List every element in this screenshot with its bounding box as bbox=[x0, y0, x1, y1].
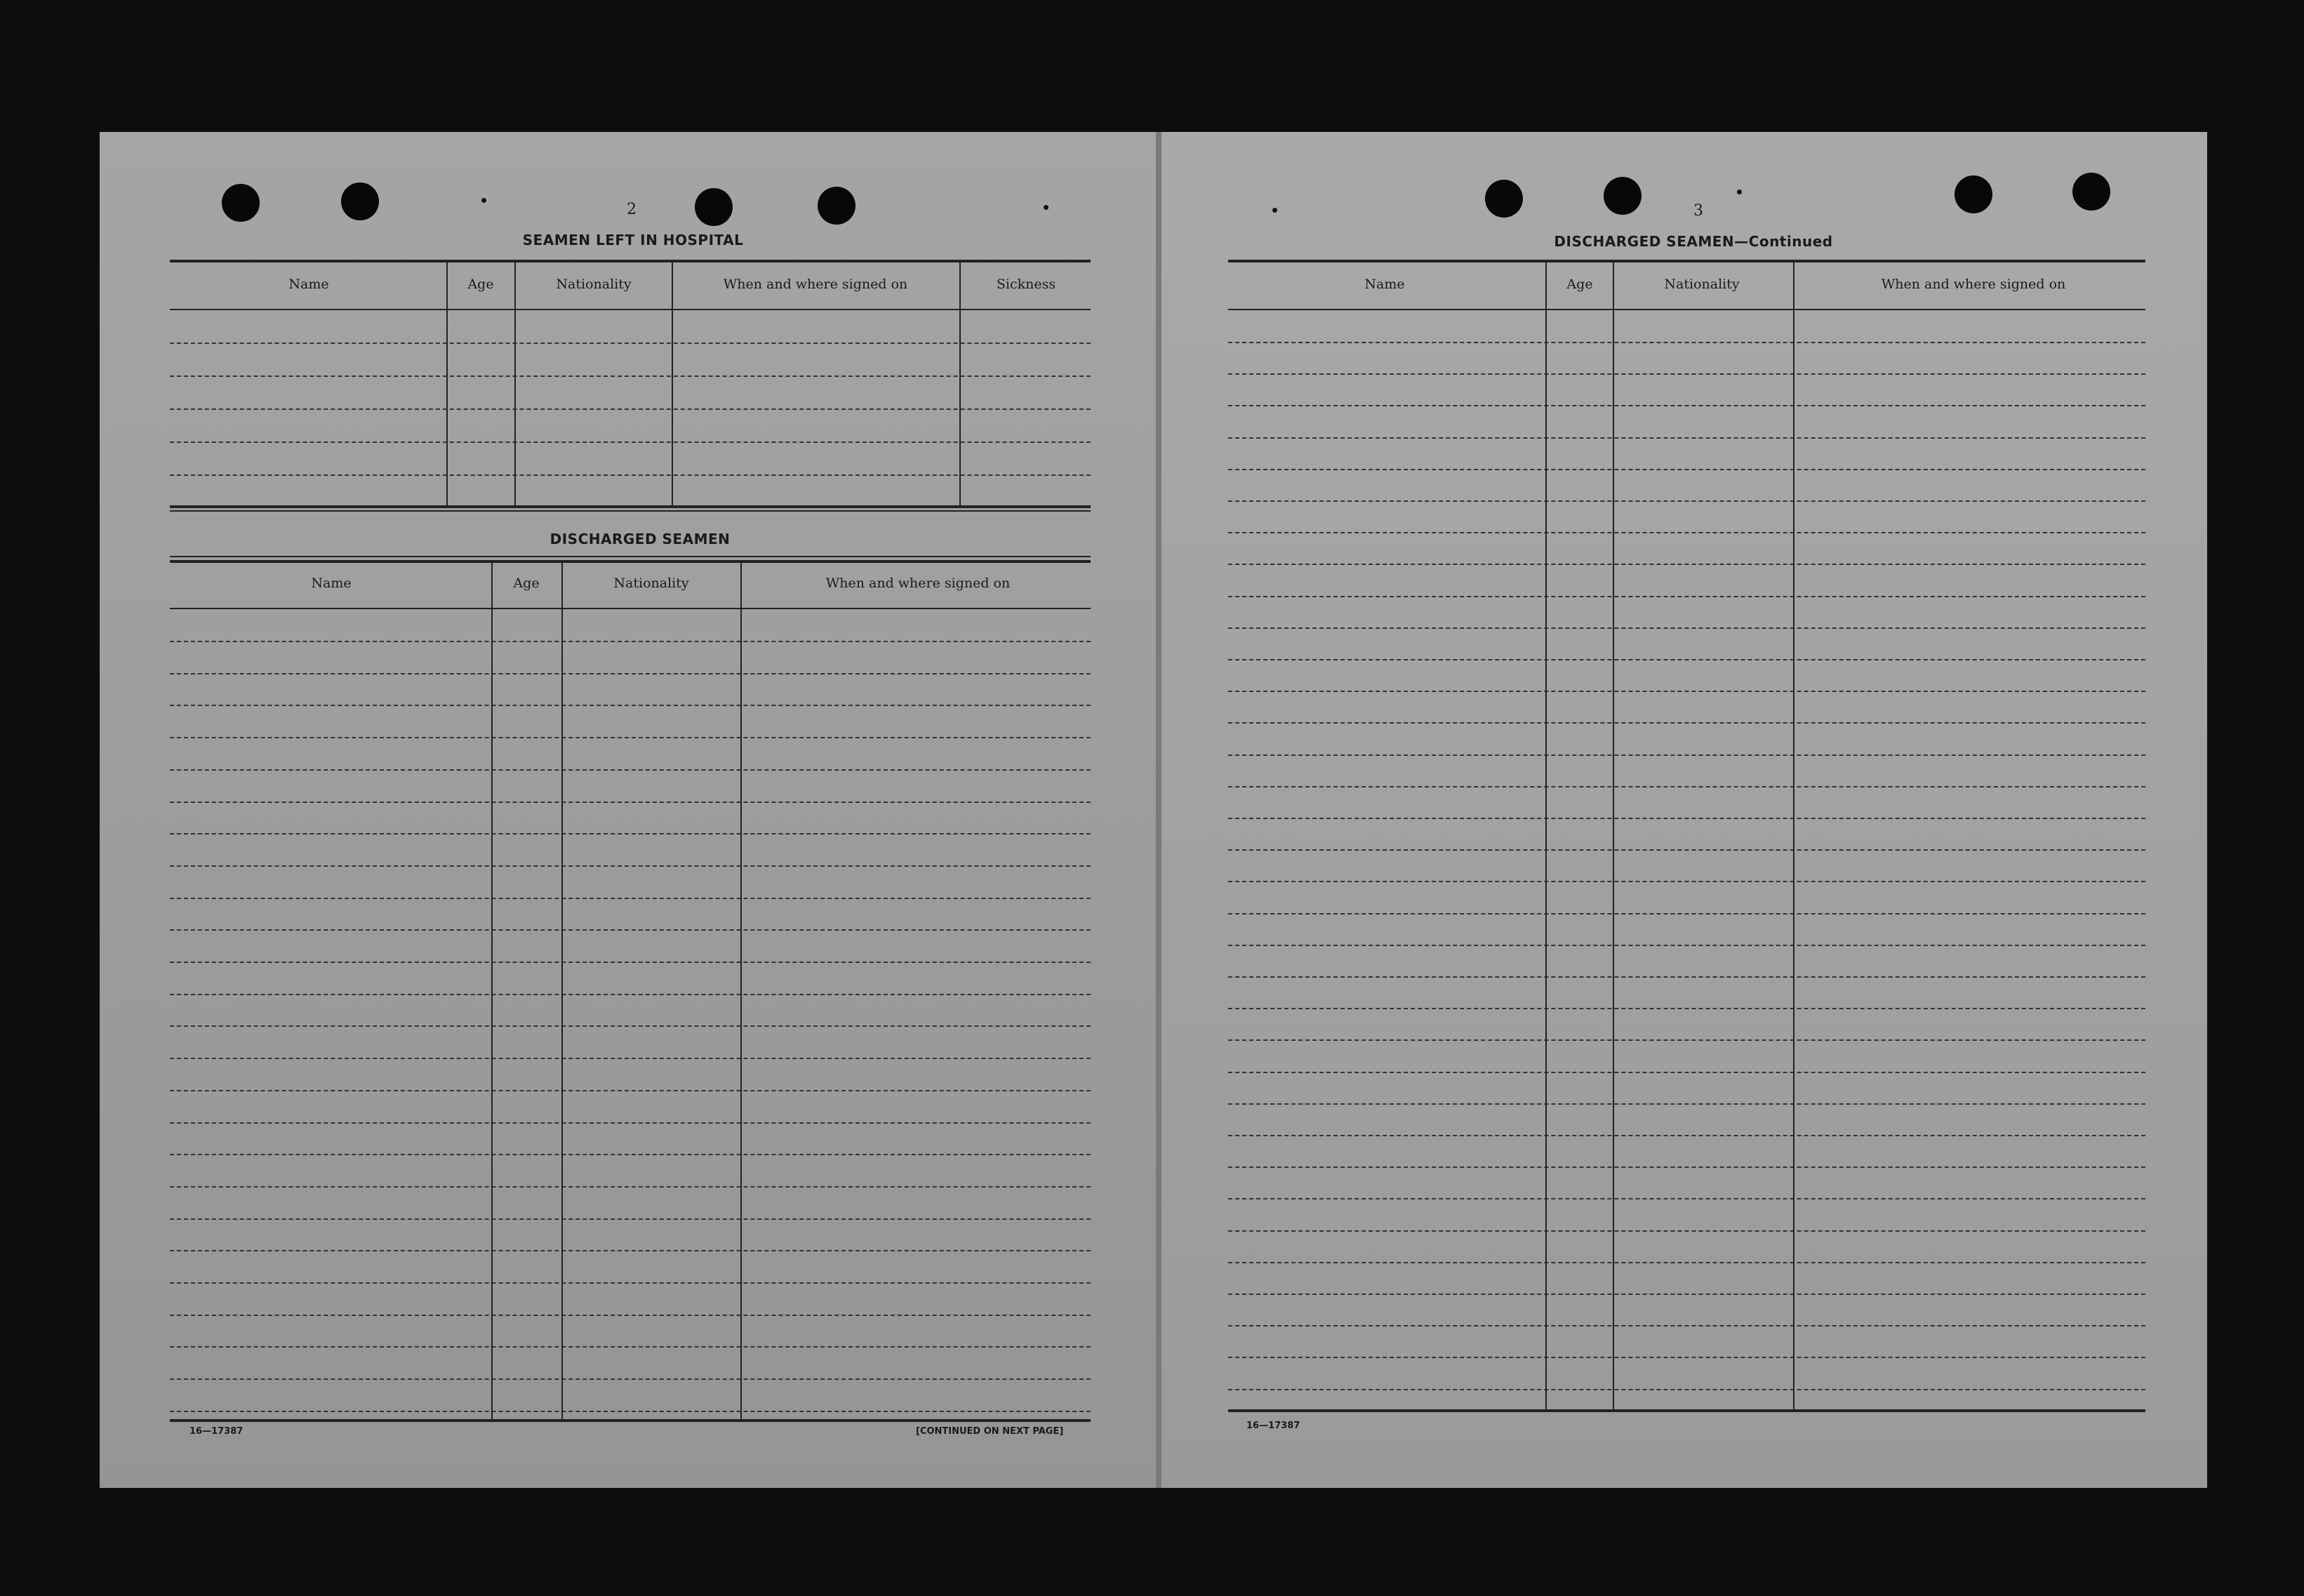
entry-line bbox=[1228, 437, 2145, 439]
entry-line bbox=[170, 441, 1091, 443]
entry-line bbox=[170, 769, 1091, 771]
entry-line bbox=[170, 343, 1091, 344]
entry-line bbox=[170, 865, 1091, 867]
entry-line bbox=[1228, 342, 2145, 343]
entry-line bbox=[1228, 1230, 2145, 1232]
page-gutter bbox=[1156, 132, 1161, 1488]
column-divider bbox=[446, 261, 448, 507]
punch-hole bbox=[818, 187, 855, 225]
punch-hole bbox=[341, 182, 379, 220]
entry-line bbox=[1228, 881, 2145, 882]
entry-line bbox=[170, 962, 1091, 963]
entry-line bbox=[1228, 722, 2145, 724]
form-number: 16—17387 bbox=[1246, 1421, 1300, 1431]
punch-hole bbox=[1955, 175, 1992, 213]
header-rule bbox=[1228, 309, 2145, 310]
right-form-page bbox=[1161, 132, 2207, 1488]
entry-line bbox=[1228, 373, 2145, 375]
col-header-name: Name bbox=[288, 277, 329, 292]
punch-hole bbox=[2072, 173, 2110, 211]
col-header-name: Name bbox=[311, 576, 352, 591]
entry-line bbox=[1228, 1357, 2145, 1358]
col-header-signed-on: When and where signed on bbox=[723, 277, 908, 292]
entry-line bbox=[1228, 1135, 2145, 1136]
section-title-discharged-continued: DISCHARGED SEAMEN—Continued bbox=[1554, 233, 1833, 250]
entry-line bbox=[170, 1154, 1091, 1155]
column-divider bbox=[1793, 261, 1794, 1409]
entry-line bbox=[1228, 691, 2145, 692]
section-title-discharged: DISCHARGED SEAMEN bbox=[550, 531, 731, 547]
punch-hole bbox=[1485, 180, 1523, 218]
entry-line bbox=[170, 1282, 1091, 1284]
col-header-age: Age bbox=[513, 576, 540, 591]
entry-line bbox=[1228, 1294, 2145, 1295]
entry-line bbox=[1228, 945, 2145, 946]
entry-line bbox=[170, 802, 1091, 803]
entry-line bbox=[1228, 627, 2145, 629]
col-header-signed-on: When and where signed on bbox=[825, 576, 1011, 591]
entry-line bbox=[170, 1250, 1091, 1251]
entry-line bbox=[170, 1411, 1091, 1412]
page-number: 2 bbox=[627, 201, 637, 218]
entry-line bbox=[1228, 564, 2145, 565]
paper-speck bbox=[1272, 208, 1277, 213]
entry-line bbox=[170, 929, 1091, 931]
entry-line bbox=[170, 1122, 1091, 1124]
col-header-nationality: Nationality bbox=[1664, 277, 1740, 292]
entry-line bbox=[170, 1346, 1091, 1348]
table-bottom-rule bbox=[1228, 1409, 2145, 1412]
col-header-signed-on: When and where signed on bbox=[1881, 277, 2066, 292]
entry-line bbox=[170, 408, 1091, 410]
form-number: 16—17387 bbox=[189, 1426, 244, 1437]
entry-line bbox=[1228, 1103, 2145, 1105]
column-divider bbox=[561, 561, 563, 1419]
col-header-nationality: Nationality bbox=[613, 576, 689, 591]
column-divider bbox=[491, 561, 493, 1419]
entry-line bbox=[170, 673, 1091, 674]
entry-line bbox=[1228, 596, 2145, 597]
header-rule bbox=[170, 309, 1091, 310]
table-bottom-rule bbox=[170, 505, 1091, 508]
entry-line bbox=[1228, 405, 2145, 406]
entry-line bbox=[170, 898, 1091, 899]
entry-line bbox=[1228, 754, 2145, 756]
paper-speck bbox=[1737, 189, 1742, 194]
table-top-rule bbox=[1228, 260, 2145, 262]
entry-line bbox=[1228, 1039, 2145, 1041]
column-divider bbox=[1545, 261, 1547, 1409]
table-bottom-rule bbox=[170, 1419, 1091, 1422]
paper-speck bbox=[481, 198, 486, 203]
entry-line bbox=[1228, 1325, 2145, 1326]
punch-hole bbox=[1604, 177, 1642, 215]
column-divider bbox=[1613, 261, 1614, 1409]
entry-line bbox=[1228, 659, 2145, 660]
entry-line bbox=[1228, 1166, 2145, 1168]
punch-hole bbox=[695, 188, 733, 226]
entry-line bbox=[170, 705, 1091, 706]
entry-line bbox=[1228, 1262, 2145, 1263]
entry-line bbox=[170, 833, 1091, 834]
col-header-sickness: Sickness bbox=[996, 277, 1056, 292]
table-top-rule bbox=[170, 556, 1091, 557]
entry-line bbox=[1228, 532, 2145, 533]
section-title-hospital: SEAMEN LEFT IN HOSPITAL bbox=[522, 232, 744, 248]
left-form-page bbox=[100, 132, 1156, 1488]
entry-line bbox=[170, 1315, 1091, 1316]
entry-line bbox=[1228, 1008, 2145, 1009]
column-divider bbox=[959, 261, 961, 507]
paper-speck bbox=[1044, 205, 1048, 210]
entry-line bbox=[1228, 1198, 2145, 1199]
col-header-name: Name bbox=[1364, 277, 1405, 292]
table-top-rule bbox=[170, 260, 1091, 262]
table-top-rule bbox=[170, 560, 1091, 563]
col-header-nationality: Nationality bbox=[556, 277, 632, 292]
entry-line bbox=[170, 1186, 1091, 1188]
col-header-age: Age bbox=[467, 277, 494, 292]
entry-line bbox=[170, 1090, 1091, 1091]
punch-hole bbox=[222, 184, 260, 222]
entry-line bbox=[170, 474, 1091, 476]
entry-line bbox=[170, 641, 1091, 642]
col-header-age: Age bbox=[1566, 277, 1593, 292]
entry-line bbox=[170, 994, 1091, 995]
entry-line bbox=[170, 1058, 1091, 1059]
entry-line bbox=[1228, 786, 2145, 787]
column-divider bbox=[672, 261, 673, 507]
entry-line bbox=[1228, 976, 2145, 978]
entry-line bbox=[170, 1378, 1091, 1380]
entry-line bbox=[1228, 500, 2145, 502]
column-divider bbox=[740, 561, 742, 1419]
entry-line bbox=[170, 1218, 1091, 1220]
entry-line bbox=[170, 375, 1091, 377]
entry-line bbox=[170, 1025, 1091, 1027]
entry-line bbox=[1228, 818, 2145, 819]
entry-line bbox=[1228, 849, 2145, 851]
entry-line bbox=[1228, 1389, 2145, 1390]
header-rule bbox=[170, 608, 1091, 609]
continued-note: [CONTINUED ON NEXT PAGE] bbox=[916, 1426, 1064, 1437]
table-bottom-rule bbox=[170, 510, 1091, 512]
entry-line bbox=[1228, 1072, 2145, 1073]
entry-line bbox=[1228, 469, 2145, 470]
column-divider bbox=[514, 261, 516, 507]
entry-line bbox=[1228, 913, 2145, 915]
entry-line bbox=[170, 737, 1091, 738]
page-number: 3 bbox=[1693, 202, 1703, 220]
